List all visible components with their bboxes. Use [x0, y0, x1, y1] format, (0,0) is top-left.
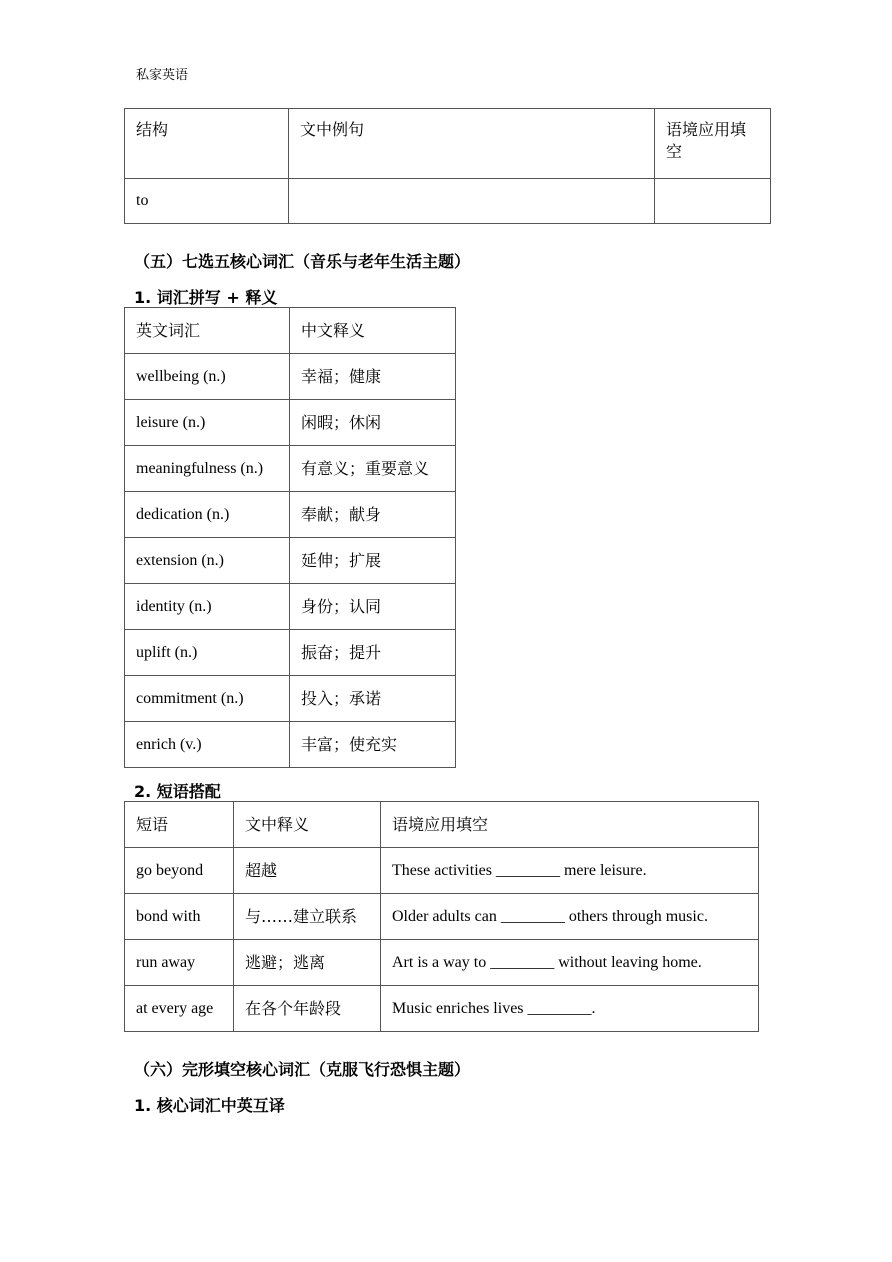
table-row: [125, 940, 759, 986]
header-cell: 语境应用填空: [655, 109, 771, 179]
phrase: bond with: [125, 894, 234, 940]
header-cell: 文中释义: [234, 802, 381, 848]
table-row: [125, 630, 456, 676]
chinese-meaning: 闲暇；休闲: [290, 400, 456, 446]
section-5-subtitle-1: 1. 词汇拼写 + 释义: [134, 288, 278, 307]
table-row: [125, 676, 456, 722]
english-word: identity (n.): [125, 584, 290, 630]
english-word: commitment (n.): [125, 676, 290, 722]
phrase: run away: [125, 940, 234, 986]
english-word: leisure (n.): [125, 400, 290, 446]
english-word: meaningfulness (n.): [125, 446, 290, 492]
section-6-title: （六）完形填空核心词汇（克服飞行恐惧主题）: [134, 1060, 471, 1079]
header-cell: 结构: [125, 109, 289, 179]
table-cell: to: [125, 179, 289, 224]
phrase-header-row: [125, 802, 759, 848]
fill-blank-sentence: These activities ________ mere leisure.: [381, 848, 759, 894]
table-row: [125, 894, 759, 940]
chinese-meaning: 投入；承诺: [290, 676, 456, 722]
fill-blank-sentence: Older adults can ________ others through music.: [381, 894, 759, 940]
table-row: [125, 722, 456, 768]
vocab-table: [124, 307, 456, 768]
phrase-meaning: 与……建立联系: [234, 894, 381, 940]
chinese-meaning: 丰富；使充实: [290, 722, 456, 768]
chinese-meaning: 延伸；扩展: [290, 538, 456, 584]
table-row: [125, 538, 456, 584]
header-cell: 文中例句: [289, 109, 655, 179]
phrase: go beyond: [125, 848, 234, 894]
section-5-title: （五）七选五核心词汇（音乐与老年生活主题）: [134, 252, 471, 271]
phrase-meaning: 超越: [234, 848, 381, 894]
chinese-meaning: 奉献；献身: [290, 492, 456, 538]
table-row: [125, 179, 771, 224]
table-row: [125, 400, 456, 446]
table-row: [125, 446, 456, 492]
table-row: [125, 354, 456, 400]
english-word: wellbeing (n.): [125, 354, 290, 400]
chinese-meaning: 有意义；重要意义: [290, 446, 456, 492]
english-word: extension (n.): [125, 538, 290, 584]
section-6-subtitle-1: 1. 核心词汇中英互译: [134, 1096, 285, 1115]
structure-table-header-row: [125, 109, 771, 179]
table-cell: [289, 179, 655, 224]
fill-blank-sentence: Music enriches lives ________.: [381, 986, 759, 1032]
structure-table: [124, 108, 771, 224]
header-cell: 语境应用填空: [381, 802, 759, 848]
vocab-header-row: [125, 308, 456, 354]
english-word: dedication (n.): [125, 492, 290, 538]
table-row: [125, 848, 759, 894]
phrase-meaning: 在各个年龄段: [234, 986, 381, 1032]
english-word: enrich (v.): [125, 722, 290, 768]
table-row: [125, 492, 456, 538]
chinese-meaning: 振奋；提升: [290, 630, 456, 676]
phrase-table: [124, 801, 759, 1032]
header-cell: 英文词汇: [125, 308, 290, 354]
header-cell: 短语: [125, 802, 234, 848]
fill-blank-sentence: Art is a way to ________ without leaving home.: [381, 940, 759, 986]
page-header: 私家英语: [136, 68, 189, 83]
table-cell: [655, 179, 771, 224]
phrase-meaning: 逃避；逃离: [234, 940, 381, 986]
chinese-meaning: 幸福；健康: [290, 354, 456, 400]
section-5-subtitle-2: 2. 短语搭配: [134, 782, 221, 801]
header-cell: 中文释义: [290, 308, 456, 354]
table-row: [125, 986, 759, 1032]
phrase: at every age: [125, 986, 234, 1032]
table-row: [125, 584, 456, 630]
english-word: uplift (n.): [125, 630, 290, 676]
chinese-meaning: 身份；认同: [290, 584, 456, 630]
